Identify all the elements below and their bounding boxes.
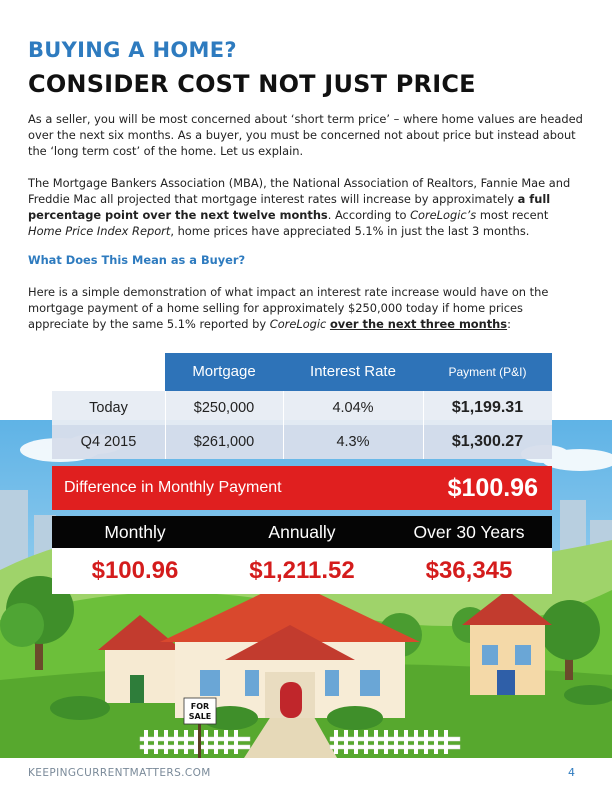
row-label: Today bbox=[89, 400, 128, 416]
mba-text-a: The Mortgage Bankers Association (MBA), the National Association of Realtors, Fannie Mae and Freddie Mac all projected that mortgage interest rates will increase by approximately bbox=[28, 176, 571, 206]
difference-value: $100.96 bbox=[447, 474, 538, 502]
table-header-row bbox=[165, 353, 552, 391]
summary-header-annually: Annually bbox=[268, 522, 336, 542]
corelogic-name: CoreLogic’s bbox=[410, 208, 477, 222]
sign-line2: SALE bbox=[188, 712, 212, 721]
row-payment: $1,199.31 bbox=[451, 399, 524, 416]
summary-value-monthly: $100.96 bbox=[91, 557, 179, 584]
summary-values bbox=[52, 548, 552, 594]
hpi-report-name: Home Price Index Report bbox=[28, 224, 171, 238]
summary-header-monthly: Monthly bbox=[104, 522, 166, 542]
table-row bbox=[52, 391, 552, 425]
buyer-subheading: What Does This Mean as a Buyer? bbox=[28, 253, 246, 267]
mba-emphasis: a full percentage point over the next twelve months bbox=[28, 192, 551, 222]
demo-text-e: : bbox=[507, 317, 511, 331]
summary-value-annually: $1,211.52 bbox=[249, 557, 355, 584]
mba-text-e: most recent bbox=[476, 208, 549, 222]
header-mortgage: Mortgage bbox=[192, 363, 256, 380]
page-number: 4 bbox=[568, 766, 575, 779]
footer-site: KEEPINGCURRENTMATTERS.COM bbox=[28, 767, 211, 779]
demo-paragraph bbox=[28, 284, 584, 332]
demo-text-a: Here is a simple demonstration of what impact an interest rate increase would have on the mortgage payment of a home selling for approximately $250,000 today if home prices appreciate by the same 5.1% reported by bbox=[28, 285, 549, 331]
header-payment: Payment (P&I) bbox=[448, 365, 527, 379]
mba-paragraph bbox=[28, 175, 584, 239]
column-divider bbox=[283, 391, 284, 459]
row-rate: 4.04% bbox=[332, 400, 374, 416]
summary-header bbox=[52, 516, 552, 548]
summary-header-30-years: Over 30 Years bbox=[413, 522, 525, 542]
row-rate: 4.3% bbox=[336, 434, 370, 450]
row-label: Q4 2015 bbox=[80, 434, 137, 450]
column-divider bbox=[165, 391, 166, 459]
difference-label: Difference in Monthly Payment bbox=[64, 479, 282, 496]
mba-text-c: . According to bbox=[327, 208, 411, 222]
difference-banner bbox=[52, 466, 552, 510]
intro-paragraph: As a seller, you will be most concerned about ‘short term price’ – where home values are headed over the next six months. As a buyer, you must be concerned not about price but instead about the ‘long term cost’ of the home. Let us explain. bbox=[28, 112, 583, 158]
demo-corelogic: CoreLogic bbox=[269, 317, 327, 331]
row-mortgage: $261,000 bbox=[193, 434, 255, 450]
summary-value-30-years: $36,345 bbox=[425, 557, 513, 584]
mba-text-g: , home prices have appreciated 5.1% in just the last 3 months. bbox=[170, 224, 530, 238]
column-divider bbox=[423, 391, 424, 459]
row-mortgage: $250,000 bbox=[193, 400, 255, 416]
heading-line1: BUYING A HOME? bbox=[28, 38, 237, 62]
demo-emphasis: over the next three months bbox=[329, 317, 508, 331]
sign-line1: FOR bbox=[190, 702, 210, 711]
row-payment: $1,300.27 bbox=[451, 433, 524, 450]
table-row bbox=[52, 425, 552, 459]
header-interest-rate: Interest Rate bbox=[310, 363, 396, 380]
heading-line2: CONSIDER COST NOT JUST PRICE bbox=[28, 70, 476, 98]
